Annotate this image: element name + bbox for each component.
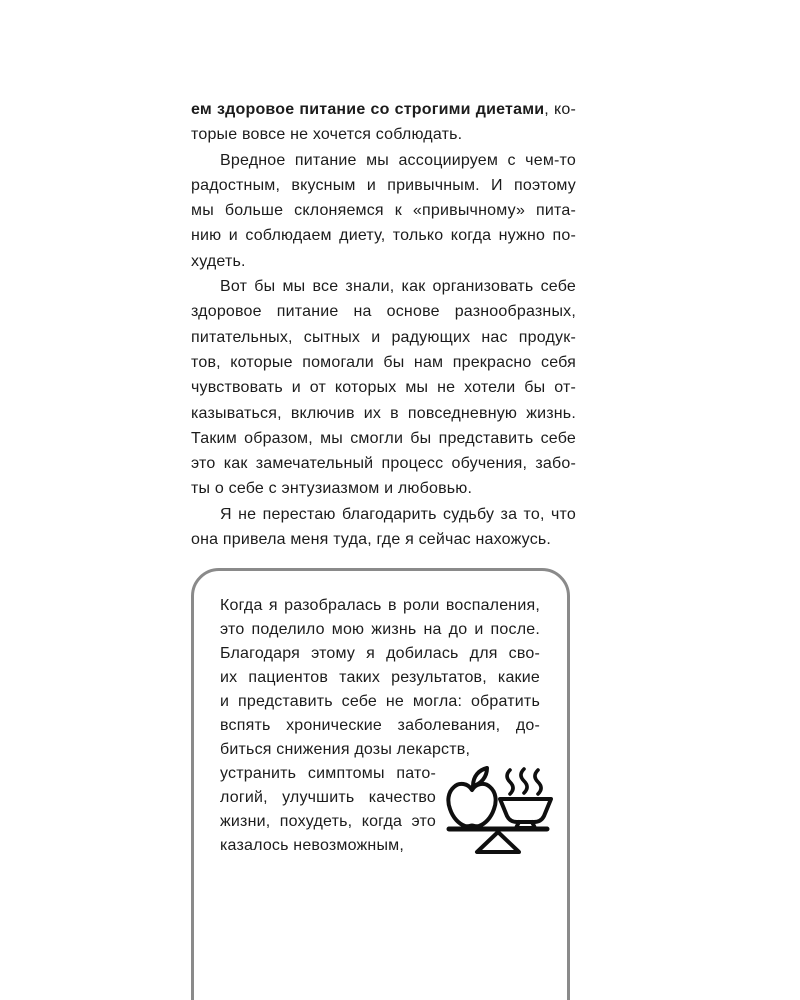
text-line bbox=[191, 173, 576, 198]
text-segment: , ко- bbox=[544, 101, 577, 118]
text-segment: Я не перестаю благодарить судьбу за то, что bbox=[220, 505, 576, 523]
body-text bbox=[191, 97, 576, 552]
text-line bbox=[220, 714, 540, 738]
text-line bbox=[191, 274, 576, 299]
text-line bbox=[220, 666, 540, 690]
text-segment: Благодаря этому я добилась для сво- bbox=[220, 645, 540, 662]
bowl-icon bbox=[500, 799, 551, 822]
text-line bbox=[191, 299, 576, 324]
steaming-bowl-icon bbox=[500, 769, 551, 828]
text-line bbox=[191, 401, 576, 426]
text-segment: мы больше склоняемся к «привычному» пита- bbox=[191, 202, 576, 220]
text-segment: вспять хронические заболевания, до- bbox=[220, 717, 540, 734]
text-segment: питательных, сытных и радующих нас продук- bbox=[191, 328, 576, 346]
text-segment: казалось невозможным, bbox=[220, 837, 405, 854]
text-segment: тов, которые помогали бы нам прекрасно себя bbox=[191, 353, 576, 371]
text-segment: нию и соблюдаем диету, только когда нужно по- bbox=[191, 227, 576, 245]
text-line bbox=[191, 502, 576, 527]
text-line bbox=[220, 810, 436, 834]
text-line bbox=[220, 834, 436, 858]
text-line bbox=[191, 527, 576, 552]
text-line bbox=[191, 122, 576, 147]
text-segment: Вредное питание мы ассоциируем с чем-то bbox=[220, 151, 576, 169]
text-line bbox=[191, 148, 576, 173]
text-line bbox=[191, 198, 576, 223]
text-segment: Таким образом, мы смогли бы представить себе bbox=[191, 429, 576, 447]
text-line bbox=[220, 642, 540, 666]
apple-icon bbox=[448, 768, 495, 826]
text-segment: и представить себе не могла: обратить bbox=[220, 693, 540, 710]
bold-text-segment: ем здоровое питание со строгими диетами bbox=[191, 101, 545, 118]
text-segment: казываться, включив их в повседневную жизнь. bbox=[191, 404, 576, 422]
text-line bbox=[191, 223, 576, 248]
text-line bbox=[191, 476, 576, 501]
text-segment: радостным, вкусным и привычным. И поэтому bbox=[191, 176, 576, 194]
text-segment: логий, улучшить качество bbox=[220, 789, 436, 806]
text-line bbox=[220, 690, 540, 714]
text-line bbox=[220, 618, 540, 642]
fulcrum-icon bbox=[477, 832, 519, 852]
text-line bbox=[191, 375, 576, 400]
steam-icon bbox=[507, 770, 513, 794]
text-segment: здоровое питание на основе разнообразных, bbox=[191, 303, 576, 321]
steam-icon bbox=[521, 769, 527, 793]
text-line bbox=[220, 762, 436, 786]
text-segment: это поделило мою жизнь на до и после. bbox=[220, 621, 540, 638]
callout-box bbox=[191, 568, 570, 1000]
steam-icon bbox=[535, 770, 541, 794]
text-segment: устранить симптомы пато- bbox=[220, 765, 436, 782]
text-segment: худеть. bbox=[191, 252, 246, 270]
text-line bbox=[191, 451, 576, 476]
text-segment: она привела меня туда, где я сейчас нахожусь. bbox=[191, 531, 552, 549]
text-line bbox=[220, 786, 436, 810]
text-segment: торые вовсе не хочется соблюдать. bbox=[191, 126, 463, 144]
text-segment: Вот бы мы все знали, как организовать себе bbox=[220, 278, 576, 296]
text-segment: биться снижения дозы лекарств, bbox=[220, 741, 471, 758]
food-balance-scale-icon bbox=[446, 761, 558, 857]
text-line bbox=[220, 738, 540, 762]
text-segment: Когда я разобралась в роли воспаления, bbox=[220, 597, 540, 614]
text-line bbox=[191, 97, 576, 122]
text-line bbox=[191, 350, 576, 375]
text-segment: их пациентов таких результатов, какие bbox=[220, 669, 540, 686]
text-line bbox=[191, 325, 576, 350]
text-segment: это как замечательный процесс обучения, забо- bbox=[191, 455, 576, 473]
text-line bbox=[191, 249, 576, 274]
text-segment: ты о себе с энтузиазмом и любовью. bbox=[191, 480, 473, 498]
text-line bbox=[220, 594, 540, 618]
text-segment: жизни, похудеть, когда это bbox=[220, 813, 436, 830]
text-segment: чувствовать и от которых мы не хотели бы от- bbox=[191, 379, 576, 397]
text-line bbox=[191, 426, 576, 451]
